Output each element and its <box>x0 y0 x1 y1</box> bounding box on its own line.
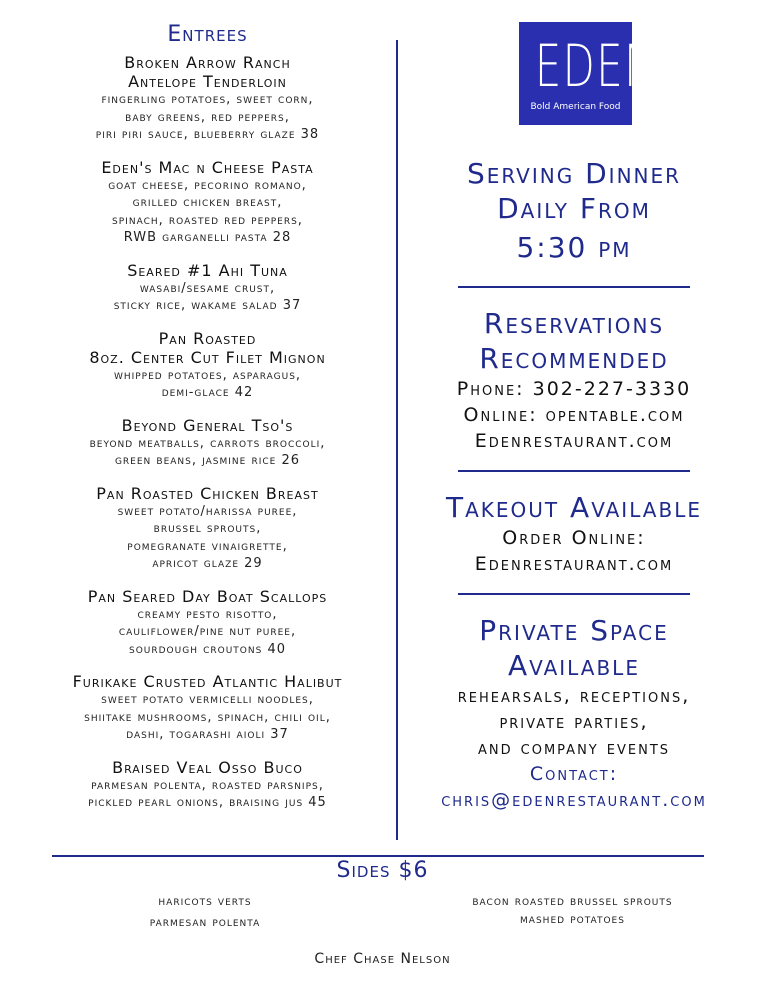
dish-name: Eden's Mac n Cheese Pasta <box>101 157 314 177</box>
serving-line: Daily From <box>497 192 651 225</box>
private-space-heading: Private Space <box>479 614 669 647</box>
dish-name: Antelope Tenderloin <box>128 72 287 91</box>
logo-word: EDEN <box>534 32 657 100</box>
reservations-heading: Recommended <box>479 342 669 375</box>
dish-item <box>20 484 395 573</box>
event-type: private parties, <box>499 711 649 733</box>
dish-desc: spinach, roasted red peppers, <box>112 212 303 228</box>
takeout-heading: Takeout Available <box>446 491 702 524</box>
side-item: mashed potatoes <box>520 912 625 927</box>
phone-number[interactable]: Phone: 302-227-3330 <box>456 378 692 400</box>
entrees-title: Entrees <box>167 22 248 47</box>
dish-desc: wasabi/sesame crust, <box>139 280 276 296</box>
reservations-block <box>400 306 748 454</box>
side-item: parmesan polenta <box>149 915 261 930</box>
side-item: haricots verts <box>158 894 252 909</box>
dish-desc: shiitake mushrooms, spinach, chili oil, <box>84 709 331 725</box>
dish-desc: pomegranate vinaigrette, <box>127 538 288 554</box>
dish-name: Pan Roasted <box>158 328 257 348</box>
dish-desc: dashi, togarashi aioli 37 <box>126 727 289 742</box>
dish-item <box>20 261 395 315</box>
dish-name: Furikake Crusted Atlantic Halibut <box>72 672 343 691</box>
dish-name: Braised Veal Osso Buco <box>112 757 303 777</box>
dish-desc: baby greens, red peppers, <box>125 109 290 125</box>
dish-desc: cauliflower/pine nut puree, <box>118 624 297 639</box>
side-item: bacon roasted brussel sprouts <box>472 894 673 909</box>
dish-desc: whipped potatoes, asparagus, <box>113 367 302 383</box>
dish-desc: fingerling potatoes, sweet corn, <box>101 92 314 107</box>
dish-item <box>20 672 395 744</box>
takeout-website-link[interactable]: Edenrestaurant.com <box>474 553 674 575</box>
dish-desc: parmesan polenta, roasted parsnips, <box>91 777 324 793</box>
dish-desc: RWB garganelli pasta 28 <box>123 230 292 245</box>
entrees-column <box>20 22 395 826</box>
order-online-label: Order Online: <box>502 527 646 549</box>
private-space-heading: Available <box>508 649 640 682</box>
dish-name: Pan Seared Day Boat Scallops <box>87 586 328 606</box>
chef-name: Chef Chase Nelson <box>314 951 451 967</box>
dish-desc: demi-glace 42 <box>161 385 254 400</box>
dish-desc: goat cheese, pecorino romano, <box>108 177 307 193</box>
private-space-block <box>400 613 748 813</box>
contact-label: Contact: <box>529 763 619 785</box>
dish-item <box>20 587 395 659</box>
dish-name: Broken Arrow Ranch <box>124 53 291 72</box>
dish-item <box>20 758 395 812</box>
dish-desc: grilled chicken breast, <box>132 195 283 210</box>
bottom-divider <box>52 855 704 857</box>
dish-desc: apricot glaze 29 <box>152 556 263 571</box>
divider <box>458 593 690 595</box>
sides-title: Sides $6 <box>336 858 429 883</box>
dish-desc: pickled pearl onions, braising jus 45 <box>88 795 327 810</box>
dish-name: 8oz. Center Cut Filet Mignon <box>89 347 326 367</box>
logo-tagline: Bold American Food <box>530 102 621 112</box>
takeout-block <box>400 490 748 577</box>
info-column <box>400 150 748 813</box>
dish-item <box>20 416 395 470</box>
event-type: rehearsals, receptions, <box>457 685 691 707</box>
dish-desc: sweet potato vermicelli noodles, <box>101 692 314 707</box>
event-type: and company events <box>477 737 671 759</box>
serving-time: 5:30 pm <box>516 231 632 264</box>
dish-desc: brussel sprouts, <box>153 521 262 536</box>
dish-desc: beyond meatballs, carrots broccoli, <box>89 435 326 451</box>
dish-item <box>20 329 395 402</box>
website-link[interactable]: Edenrestaurant.com <box>474 430 674 452</box>
opentable-link[interactable]: Online: opentable.com <box>463 404 685 426</box>
eden-logo <box>519 22 657 125</box>
serving-line: Serving Dinner <box>466 157 682 190</box>
dish-desc: creamy pesto risotto, <box>137 606 278 622</box>
divider <box>458 286 690 288</box>
dish-item <box>20 158 395 247</box>
contact-email-link[interactable]: chris@edenrestaurant.com <box>441 789 707 811</box>
dish-desc: sweet potato/harissa puree, <box>117 503 298 519</box>
dish-name: Seared #1 Ahi Tuna <box>127 260 288 280</box>
column-divider <box>396 40 398 840</box>
dish-item <box>20 53 395 144</box>
dish-desc: sourdough croutons 40 <box>128 641 287 657</box>
dish-desc: sticky rice, wakame salad 37 <box>113 298 302 313</box>
dish-desc: green beans, jasmine rice 26 <box>114 453 301 468</box>
dish-name: Beyond General Tso's <box>121 415 294 435</box>
divider <box>458 470 690 472</box>
dish-name: Pan Roasted Chicken Breast <box>96 483 319 503</box>
serving-block <box>400 156 748 270</box>
dish-desc: piri piri sauce, blueberry glaze 38 <box>95 127 320 142</box>
reservations-heading: Reservations <box>483 307 665 340</box>
